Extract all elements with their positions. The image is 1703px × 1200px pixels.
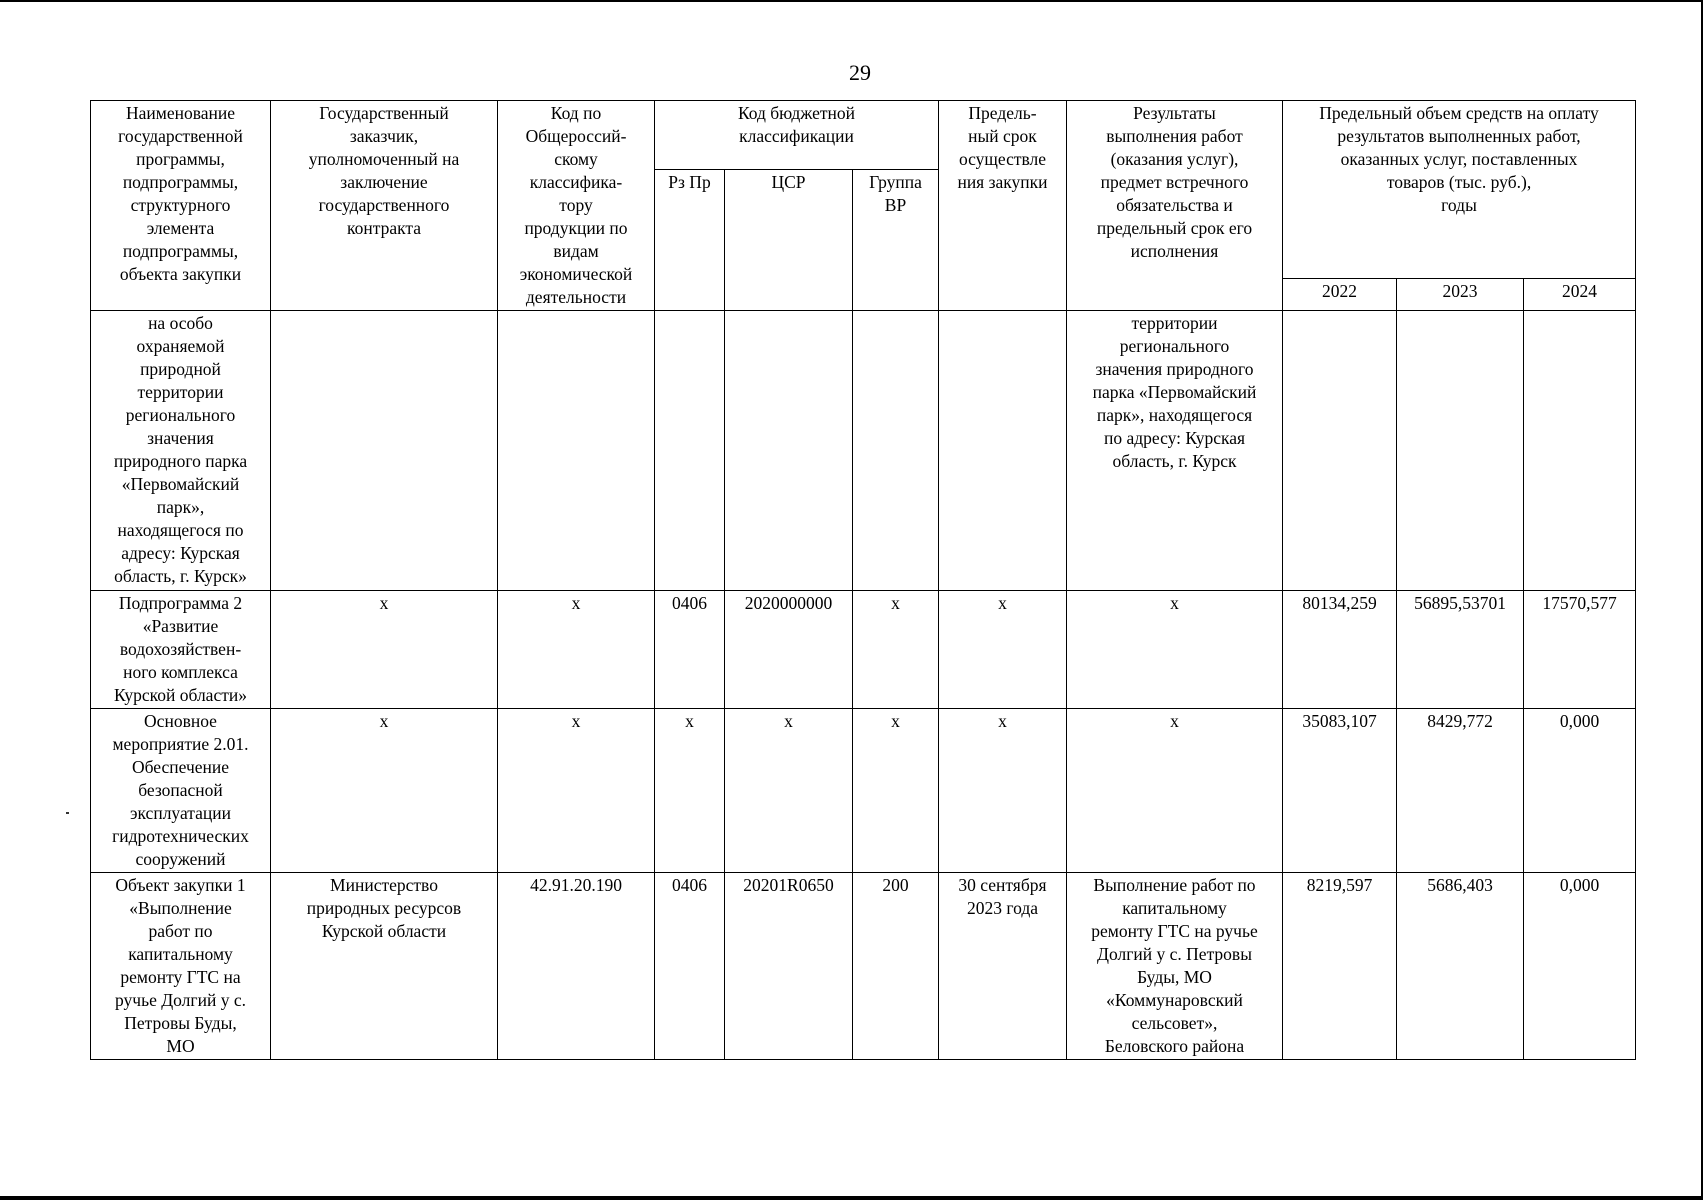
cell-2022: 35083,107 bbox=[1283, 709, 1397, 873]
cell-2023: 56895,53701 bbox=[1397, 591, 1524, 709]
cell-okpd: 42.91.20.190 bbox=[498, 873, 655, 1060]
scan-border-top bbox=[0, 0, 1703, 2]
cell-okpd: х bbox=[498, 591, 655, 709]
header-year-2024: 2024 bbox=[1524, 279, 1636, 311]
cell-vr bbox=[853, 311, 939, 591]
page-number: 29 bbox=[849, 60, 871, 85]
cell-customer bbox=[271, 311, 498, 591]
header-row-1 bbox=[91, 101, 1636, 170]
cell-csr: 2020000000 bbox=[725, 591, 853, 709]
cell-2023: 5686,403 bbox=[1397, 873, 1524, 1060]
cell-csr: 20201R0650 bbox=[725, 873, 853, 1060]
cell-name: Подпрограмма 2 «Развитие водохозяйствен- ного комплекса Курской области» bbox=[91, 591, 271, 709]
cell-2022 bbox=[1283, 311, 1397, 591]
header-deadline: Предель- ный срок осуществле ния закупки bbox=[939, 101, 1067, 311]
header-customer: Государственный заказчик, уполномоченный на заключение государственного контракта bbox=[271, 101, 498, 311]
header-kbk: Код бюджетной классификации bbox=[655, 101, 939, 170]
cell-deadline: 30 сентября 2023 года bbox=[939, 873, 1067, 1060]
cell-rzpr: 0406 bbox=[655, 873, 725, 1060]
cell-okpd: х bbox=[498, 709, 655, 873]
table-row bbox=[91, 591, 1636, 709]
cell-deadline bbox=[939, 311, 1067, 591]
cell-csr: х bbox=[725, 709, 853, 873]
cell-rzpr: 0406 bbox=[655, 591, 725, 709]
header-results: Результаты выполнения работ (оказания услуг), предмет встречного обязательства и предельный срок его исполнения bbox=[1067, 101, 1283, 311]
cell-results: Выполнение работ по капитальному ремонту ГТС на ручье Долгий у с. Петровы Буды, МО «Коммунаровский сельсовет», Беловского района bbox=[1067, 873, 1283, 1060]
procurement-table bbox=[90, 100, 1636, 1060]
cell-2024: 0,000 bbox=[1524, 709, 1636, 873]
header-amount: Предельный объем средств на оплату результатов выполненных работ, оказанных услуг, поставленных товаров (тыс. руб.), годы bbox=[1283, 101, 1636, 279]
header-vr: Группа ВР bbox=[853, 170, 939, 311]
cell-2022: 80134,259 bbox=[1283, 591, 1397, 709]
table-row bbox=[91, 873, 1636, 1060]
cell-vr: х bbox=[853, 709, 939, 873]
cell-deadline: х bbox=[939, 709, 1067, 873]
cell-vr: х bbox=[853, 591, 939, 709]
table-row bbox=[91, 311, 1636, 591]
header-rzpr: Рз Пр bbox=[655, 170, 725, 311]
cell-name: Объект закупки 1 «Выполнение работ по капитальному ремонту ГТС на ручье Долгий у с. Петровы Буды, МО bbox=[91, 873, 271, 1060]
cell-2022: 8219,597 bbox=[1283, 873, 1397, 1060]
cell-results: х bbox=[1067, 709, 1283, 873]
cell-okpd bbox=[498, 311, 655, 591]
scan-border-bottom bbox=[0, 1196, 1703, 1200]
header-okpd: Код по Общероссий- скому классифика- тору продукции по видам экономической деятельности bbox=[498, 101, 655, 311]
cell-rzpr bbox=[655, 311, 725, 591]
cell-deadline: х bbox=[939, 591, 1067, 709]
cell-2023: 8429,772 bbox=[1397, 709, 1524, 873]
header-year-2023: 2023 bbox=[1397, 279, 1524, 311]
cell-results: х bbox=[1067, 591, 1283, 709]
cell-rzpr: х bbox=[655, 709, 725, 873]
cell-customer: х bbox=[271, 709, 498, 873]
table-row bbox=[91, 709, 1636, 873]
header-name: Наименование государственной программы, подпрограммы, структурного элемента подпрограммы, объекта закупки bbox=[91, 101, 271, 311]
cell-customer: Министерство природных ресурсов Курской области bbox=[271, 873, 498, 1060]
cell-name: на особо охраняемой природной территории регионального значения природного парка «Первомайский парк», находящегося по адресу: Курская область, г. Курск» bbox=[91, 311, 271, 591]
header-year-2022: 2022 bbox=[1283, 279, 1397, 311]
cell-2024: 0,000 bbox=[1524, 873, 1636, 1060]
cell-name: Основное мероприятие 2.01. Обеспечение безопасной эксплуатации гидротехнических сооружений bbox=[91, 709, 271, 873]
scan-speck bbox=[66, 812, 69, 814]
cell-results: территории регионального значения природного парка «Первомайский парк», находящегося по адресу: Курская область, г. Курск bbox=[1067, 311, 1283, 591]
cell-csr bbox=[725, 311, 853, 591]
cell-2024 bbox=[1524, 311, 1636, 591]
cell-customer: х bbox=[271, 591, 498, 709]
cell-2024: 17570,577 bbox=[1524, 591, 1636, 709]
cell-vr: 200 bbox=[853, 873, 939, 1060]
cell-2023 bbox=[1397, 311, 1524, 591]
header-csr: ЦСР bbox=[725, 170, 853, 311]
